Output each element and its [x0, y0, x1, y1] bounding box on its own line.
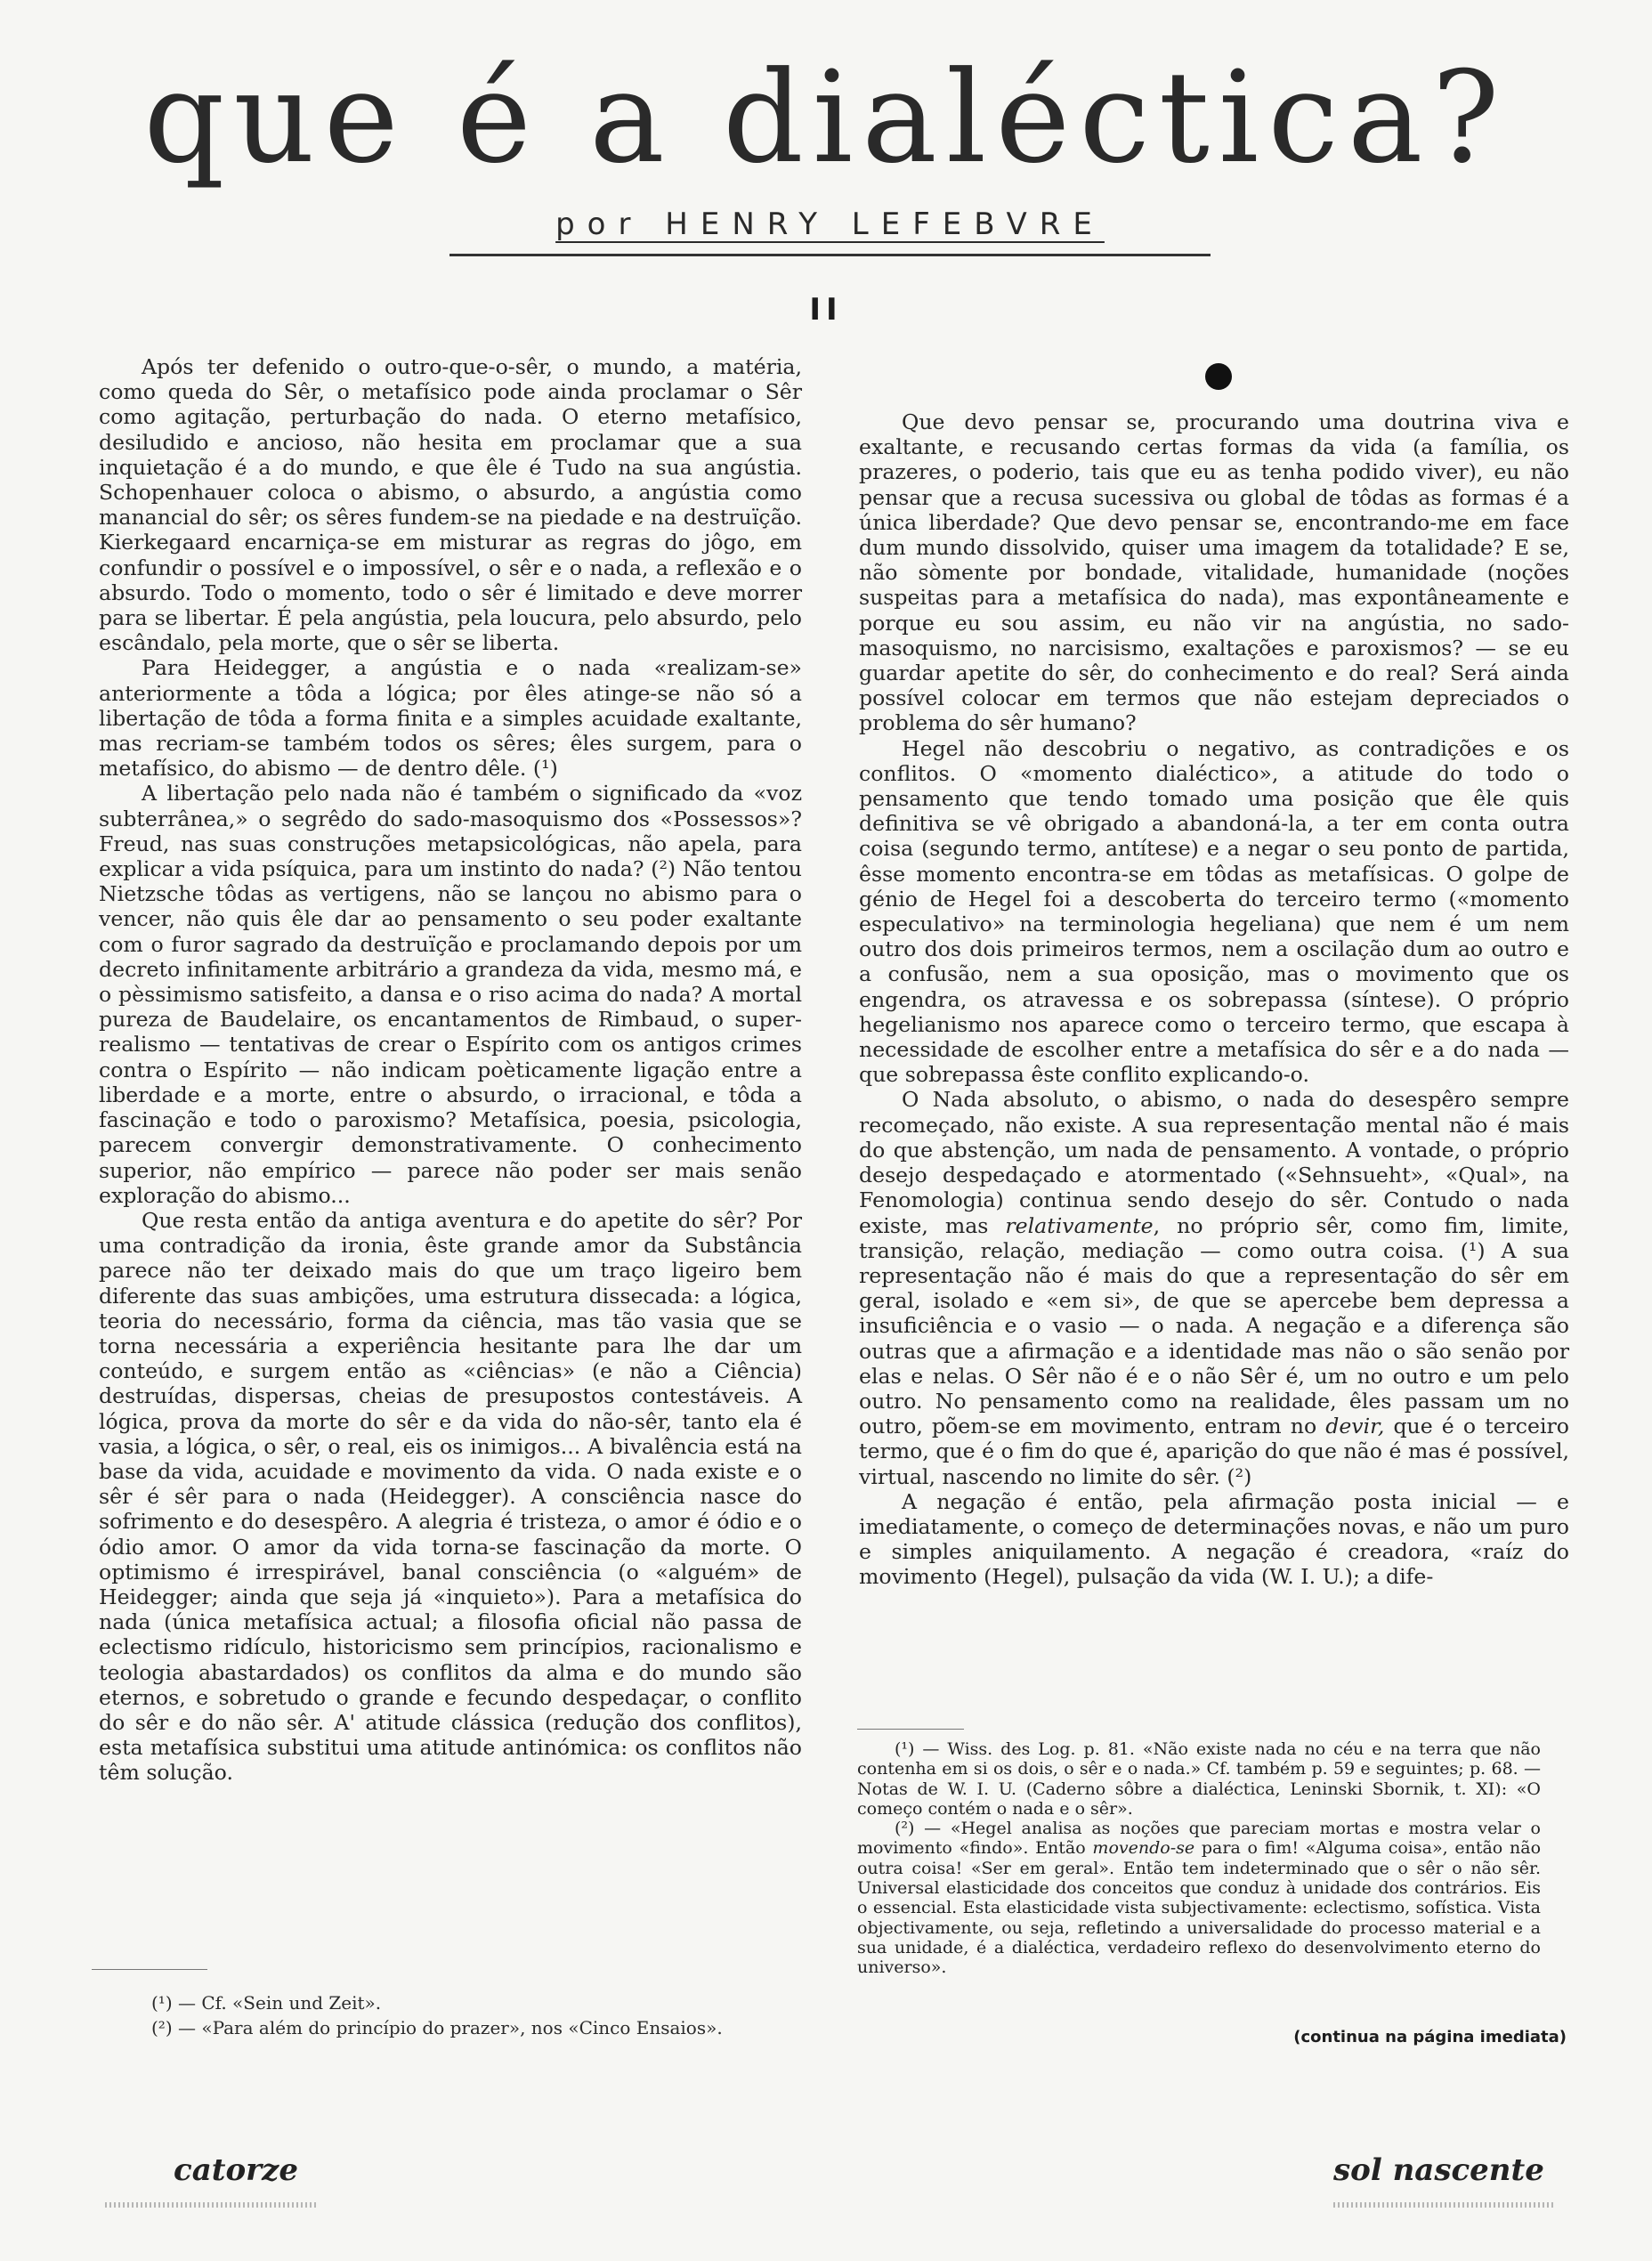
emphasis-text: relativamente — [1005, 1212, 1154, 1238]
footnote: (¹) — Wiss. des Log. p. 81. «Não existe nada no céu e na terra que não contenha em si os dois, o sêr e o nada.» Cf. também p. 59 e seguintes; p. 68. — Notas de W. I. U. (Caderno sôbre a dialéctica, Leninski Sbornik, t. XI): «O começo contém o nada e o sêr». — [857, 1739, 1541, 1819]
page-folio-left: catorze — [174, 2152, 298, 2188]
paragraph — [859, 1087, 1569, 1488]
right-column — [859, 409, 1569, 1590]
footnote — [857, 1819, 1541, 1977]
left-column — [99, 354, 802, 1786]
paragraph-text: que é o terceiro termo, que é o fim do que é, aparição do que não é mas é possível, virtual, nascendo no limite do sêr. (²) — [859, 1414, 1570, 1489]
page-folio-right: sol nascente — [1333, 2152, 1544, 2188]
footnotes-right — [857, 1739, 1541, 1978]
folio-rule-left — [105, 2202, 319, 2208]
paragraph: Após ter defenido o outro-que-o-sêr, o mundo, a matéria, como queda do Sêr, o metafísico pode ainda proclamar o Sêr como agitação, perturbação do nada. O eterno metafísico, desiludido e ancioso, não hesita em proclamar que a sua inquietação é a do mundo, e que êle é Tudo na sua angústia. Schopenhauer coloca o abismo, o absurdo, a angústia como manancial do sêr; os sêres fundem-se na piedade e na destruïção. Kierkegaard encarniça-se em misturar as regras do jôgo, em confundir o possível e o impossível, o sêr e o nada, a reflexão e o absurdo. Todo o momento, todo o sêr é limitado e deve morrer para se libertar. É pela angústia, pela loucura, pelo absurdo, pelo escândalo, pela morte, que o sêr se liberta. — [99, 354, 802, 656]
paragraph-text: , no próprio sêr, como fim, limite, transição, relação, mediação — como outra coisa. (¹) A sua representação não é mais do que a representação do sêr em geral, isolado e «em si», de que se apercebe bem depressa a insuficiência e o vasio — o nada. A negação e a diferença são outras que a afirmação e a identidade mas não o são senão por elas e nelas. O Sêr não é e o não Sêr é, um no outro e um pelo outro. No pensamento como na realidade, êles passam um no outro, põem-se em movimento, entram no — [859, 1212, 1569, 1439]
footnotes-left — [151, 1990, 828, 2040]
footnote-rule-left — [92, 1969, 207, 1970]
footnote-text: (²) — «Hegel analisa as noções que pareciam mortas e mostra velar o movimento «findo». Então — [857, 1819, 1541, 1859]
footnote: (¹) — Cf. «Sein und Zeit». — [151, 1992, 382, 2014]
part-number: II — [809, 292, 843, 328]
paragraph: Que resta então da antiga aventura e do apetite do sêr? Por uma contradição da ironia, êste grande amor da Substância parece não ter deixado mais do que um traço ligeiro bem diferente das suas ambições, uma estrutura dissecada: a lógica, teoria do necessário, forma da ciência, mas tão vasia que se torna necessária a experiência hesitante para lhe dar um conteúdo, e surgem então as «ciências» (e não a Ciência) destruídas, dispersas, cheias de presupostos contestáveis. A lógica, prova da morte do sêr e da vida do não-sêr, tanto ela é vasia, a lógica, o sêr, o real, eis os inimigos... A bivalência está na base da vida, acuidade e movimento da vida. O nada existe e o sêr é sêr para o nada (Heidegger). A consciência nasce do sofrimento e do desespêro. A alegria é tristeza, o amor é ódio e o ódio amor. O amor da vida torna-se fascinação da morte. O optimismo é irrespirável, banal consciência (o «alguém» de Heidegger; ainda que seja já «inquieto»). Para a metafísica do nada (única metafísica actual; a filosofia oficial não passa de eclectismo ridículo, historicismo sem princípios, racionalismo e teologia abastardados) os conflitos da alma e do mundo são eternos, e sobretudo o grande e fecundo despedaçar, o conflito do sêr e do não sêr. A' atitude clássica (redução dos conflitos), esta metafísica substitui uma atitude antinómica: os conflitos não têm solução. — [99, 1207, 802, 1786]
article-title: que é a dialéctica? — [143, 45, 1509, 191]
paragraph: A negação é então, pela afirmação posta inicial — e imediatamente, o começo de determinações novas, e não um puro e simples aniquilamento. A negação é creadora, «raíz do movimento (Hegel), pulsação da vida (W. I. U.); a dife- — [859, 1488, 1569, 1590]
footnote-rule-right — [857, 1729, 964, 1730]
footnote-text: para o fim! «Alguma coisa», então não outra coisa! «Ser em geral». Então tem indeterminado que o sêr o não sêr. Universal elasticidade dos conceitos que conduz à unidade dos contrários. Eis o essencial. Esta elasticidade vista subjectivamente: eclectismo, sofística. Vista objectivamente, ou seja, refletindo a universalidade do processo material e a sua unidade, é a dialéctica, verdadeiro reflexo do desenvolvimento eterno do universo». — [857, 1838, 1542, 1978]
paragraph: Hegel não descobriu o negativo, as contradições e os conflitos. O «momento dialéctico», a atitude do todo o pensamento que tendo tomado uma posição que êle quis definitiva se vê obrigado a abandoná-la, a ter em conta outra coisa (segundo termo, antítese) e a negar o seu ponto de partida, êsse momento encontra-se em tôdas as metafísicas. O golpe de génio de Hegel foi a descoberta do terceiro termo («momento especulativo» na terminologia hegeliana) que nem é um nem outro dos dois primeiros termos, nem a oscilação dum ao outro e a confusão, nem a sua oposição, mas o movimento que os engendra, os atravessa e os sobrepassa (síntese). O próprio hegelianismo nos aparece como o terceiro termo, que escapa à necessidade de escolher entre a metafísica do sêr e a do nada — que sobrepassa êste conflito explicando-o. — [859, 735, 1569, 1088]
bullet-ornament — [1205, 363, 1232, 390]
byline-rule — [449, 254, 1211, 256]
folio-rule-right — [1333, 2202, 1556, 2208]
paragraph: Que devo pensar se, procurando uma doutrina viva e exaltante, e recusando certas formas da vida (a família, os prazeres, o poderio, tais que eu as tenha podido viver), eu não pensar que a recusa sucessiva ou global de tôdas as formas é a única liberdade? Que devo pensar se, encontrando-me em face dum mundo dissolvido, quiser uma imagem da totalidade? E se, não sòmente por bondade, vitalidade, humanidade (noções suspeitas para a metafísica do nada), mas expontâneamente e porque eu sou assim, eu não vir na angústia, no sado-masoquismo, no narcisismo, exaltações e paroxismos? — se eu guardar apetite do sêr, do conhecimento e do real? Será ainda possível colocar em termos que não estejam depreciados o problema do sêr humano? — [859, 409, 1569, 736]
paragraph-text: O Nada absoluto, o abismo, o nada do desespêro sempre recomeçado, não existe. A sua representação mental não é mais do que abstenção, um nada de pensamento. A vontade, o próprio desejo despedaçado e atormentado («Sehnsueht», «Qual», na Fenomologia) continua sendo desejo do sêr. Contudo o nada existe, mas — [859, 1087, 1569, 1238]
continuation-note: (continua na página imediata) — [1293, 2028, 1567, 2046]
emphasis-text: movendo-se — [1092, 1838, 1195, 1859]
paragraph: A libertação pelo nada não é também o significado da «voz subterrânea,» o segrêdo do sado-masoquismo dos «Possessos»? Freud, nas suas construções metapsicológicas, não apela, para explicar a vida psíquica, para um instinto do nada? (²) Não tentou Nietzsche tôdas as vertigens, não se lançou no abismo para o vencer, não quis êle dar ao pensamento o seu poder exaltante com o furor sagrado da destruïção e proclamando depois por um decreto infinitamente arbitrário a grandeza da vida, mesmo má, e o pèssimismo satisfeito, a dansa e o riso acima do nada? A mortal pureza de Baudelaire, os encantamentos de Rimbaud, o super-realismo — tentativas de crear o Espírito com os antigos crimes contra o Espírito — não indicam poèticamente ligação entre a liberdade e a morte, entre o absurdo, o irracional, e tôda a fascinação e todo o paroxismo? Metafísica, poesia, psicologia, parecem convergir demonstrativamente. O conhecimento superior, não empírico — parece não poder ser mais senão exploração do abismo... — [99, 781, 802, 1208]
footnote: (²) — «Para além do princípio do prazer», nos «Cinco Ensaios». — [151, 2017, 723, 2038]
author-byline: por HENRY LEFEBVRE — [555, 207, 1105, 242]
paragraph: Para Heidegger, a angústia e o nada «realizam-se» anteriormente a tôda a lógica; por êles atinge-se não só a libertação de tôda a forma finita e a simples acuidade exaltante, mas recriam-se também todos os sêres; êles surgem, para o metafísico, do abismo — de dentro dêle. (¹) — [99, 655, 802, 782]
emphasis-text: devir, — [1325, 1414, 1385, 1439]
